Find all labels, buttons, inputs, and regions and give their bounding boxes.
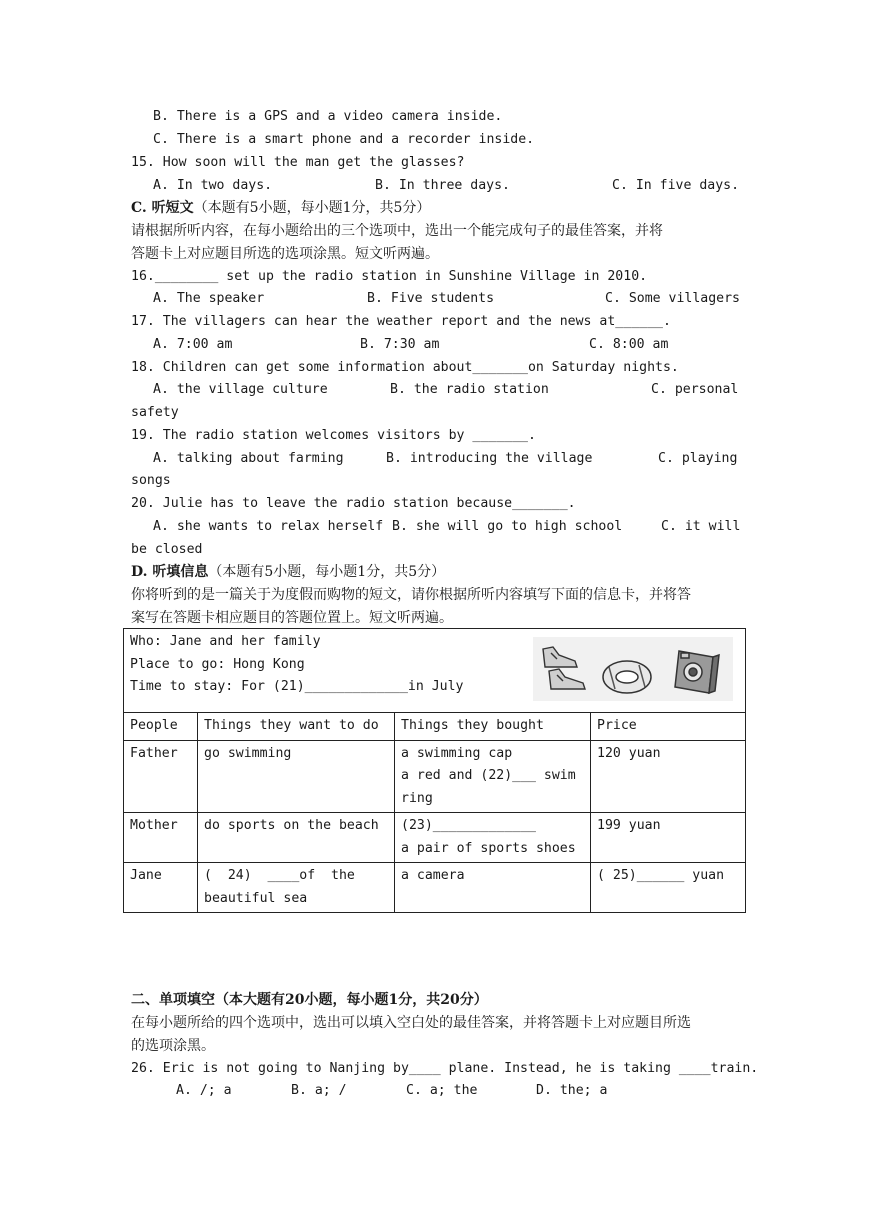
- father-price: 120 yuan: [591, 740, 746, 813]
- q20-option-c-wrap: be closed: [131, 542, 203, 557]
- section-c-instruction-2: 答题卡上对应题目所选的选项涂黑。短文听两遍。: [131, 246, 439, 262]
- jane-do-2: beautiful sea: [204, 890, 308, 906]
- q15-option-b: B. In three days.: [375, 178, 510, 193]
- swim-ring-icon: [603, 661, 651, 693]
- q20-stem: 20. Julie has to leave the radio station because_______.: [131, 496, 576, 511]
- father-bought-2a: a red and (22)___ swim: [401, 768, 576, 783]
- q26-stem: 26. Eric is not going to Nanjing by____ plane. Instead, he is taking ____train.: [131, 1061, 759, 1076]
- header-things-bought: Things they bought: [395, 713, 591, 741]
- info-time: Time to stay: For (21)_____________in July: [130, 679, 464, 694]
- info-who: Who: Jane and her family: [130, 634, 321, 649]
- q19-option-c-wrap: songs: [131, 473, 171, 488]
- father-do: go swimming: [198, 740, 395, 813]
- header-people: People: [124, 713, 198, 741]
- table-row-jane: [124, 863, 746, 913]
- father-people: Father: [124, 740, 198, 813]
- q26-option-a: A. /; a: [176, 1083, 232, 1098]
- q16-option-a: A. The speaker: [153, 291, 265, 306]
- q16-option-b: B. Five students: [367, 291, 495, 306]
- q20-option-a: A. she wants to relax herself: [153, 519, 384, 534]
- mother-people: Mother: [124, 813, 198, 863]
- header-price: Price: [591, 713, 746, 741]
- section-d-instruction-2: 案写在答题卡相应题目的答题位置上。短文听两遍。: [131, 610, 453, 626]
- mother-price: 199 yuan: [591, 813, 746, 863]
- q17-option-b: B. 7:30 am: [360, 337, 440, 352]
- q17-option-a: A. 7:00 am: [153, 337, 233, 352]
- q17-stem: 17. The villagers can hear the weather report and the news at______.: [131, 314, 671, 329]
- q18-option-c: C. personal: [651, 382, 739, 397]
- section-c-title: C. 听短文: [131, 200, 194, 216]
- q14-option-c: C. There is a smart phone and a recorder inside.: [153, 132, 535, 147]
- father-bought-1: a swimming cap: [401, 745, 513, 761]
- jane-price: ( 25)______ yuan: [591, 863, 746, 913]
- section-d-title: D. 听填信息: [131, 564, 209, 580]
- section-c-note: （本题有5小题，每小题1分，共5分）: [193, 200, 431, 216]
- q26-option-d: D. the; a: [536, 1083, 608, 1098]
- q19-option-b: B. introducing the village: [386, 451, 593, 466]
- jane-bought: a camera: [395, 863, 591, 913]
- q19-option-c: C. playing: [658, 451, 738, 466]
- info-card-header-cell: [124, 629, 746, 713]
- info-place: Place to go: Hong Kong: [130, 656, 305, 672]
- section-c-heading: [131, 199, 430, 217]
- camera-icon: [675, 651, 719, 693]
- mother-bought-1: (23)_____________: [401, 818, 536, 833]
- section-c-instruction-1: 请根据所听内容，在每小题给出的三个选项中，选出一个能完成句子的最佳答案，并将: [131, 223, 663, 239]
- q15-stem: 15. How soon will the man get the glasses?: [131, 155, 465, 170]
- section-d-instruction-1: 你将听到的是一篇关于为度假而购物的短文，请你根据所听内容填写下面的信息卡，并将答: [131, 587, 691, 603]
- q19-option-a: A. talking about farming: [153, 451, 344, 466]
- q26-option-c: C. a; the: [406, 1083, 478, 1098]
- q20-option-b: B. she will go to high school: [392, 519, 623, 534]
- q20-option-c: C. it will: [661, 519, 741, 534]
- info-card-table: [123, 628, 746, 913]
- q17-option-c: C. 8:00 am: [589, 337, 669, 352]
- q18-option-c-wrap: safety: [131, 405, 179, 420]
- q26-option-b: B. a; /: [291, 1083, 347, 1098]
- part-2-instruction-2: 的选项涂黑。: [131, 1038, 215, 1054]
- q18-option-b: B. the radio station: [390, 382, 549, 397]
- header-things-to-do: Things they want to do: [198, 713, 395, 741]
- q18-stem: 18. Children can get some information about_______on Saturday nights.: [131, 360, 679, 375]
- table-row-father: [124, 740, 746, 813]
- q15-option-a: A. In two days.: [153, 178, 273, 193]
- table-header-row: [124, 713, 746, 741]
- father-bought: [395, 740, 591, 813]
- jane-do-1: ( 24) ____of the: [204, 868, 355, 883]
- table-row-mother: [124, 813, 746, 863]
- father-bought-2b: ring: [401, 790, 433, 806]
- q19-stem: 19. The radio station welcomes visitors by _______.: [131, 428, 536, 443]
- section-d-note: （本题有5小题，每小题1分，共5分）: [208, 564, 446, 580]
- q18-option-a: A. the village culture: [153, 382, 328, 397]
- mother-bought-2: a pair of sports shoes: [401, 840, 576, 856]
- section-d-heading: [131, 563, 445, 581]
- mother-do: do sports on the beach: [198, 813, 395, 863]
- shopping-items-illustration: [533, 637, 733, 701]
- q16-stem: 16.________ set up the radio station in Sunshine Village in 2010.: [131, 269, 648, 284]
- q14-option-b: B. There is a GPS and a video camera inside.: [153, 109, 503, 124]
- jane-do: [198, 863, 395, 913]
- part-2-title: 二、单项填空（本大题有20小题，每小题1分，共20分）: [131, 992, 488, 1008]
- mother-bought: [395, 813, 591, 863]
- part-2-instruction-1: 在每小题所给的四个选项中，选出可以填入空白处的最佳答案，并将答题卡上对应题目所选: [131, 1015, 691, 1031]
- jane-people: Jane: [124, 863, 198, 913]
- q15-option-c: C. In five days.: [612, 178, 740, 193]
- q16-option-c: C. Some villagers: [605, 291, 740, 306]
